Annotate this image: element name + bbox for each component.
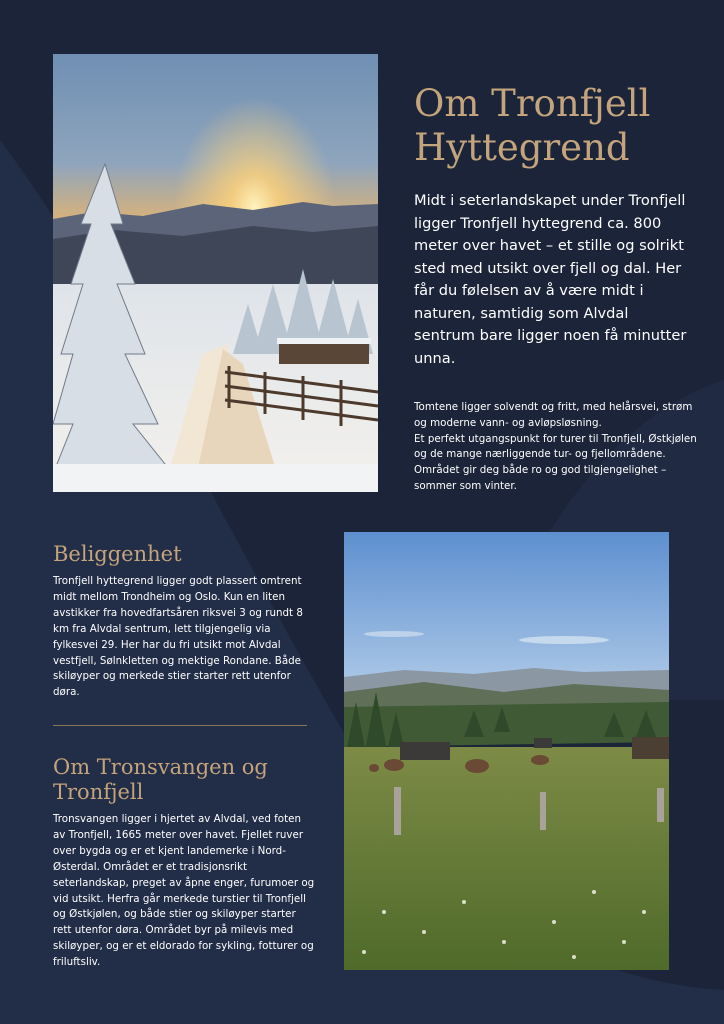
intro-paragraph: Midt i seterlandskapet under Tronfjell ligger Tronfjell hyttegrend ca. 800 meter over havet – et stille og solrikt sted med utsikt over fjell og dal. Her får du følelsen av å være midt i naturen, samtidig som Alvdal sentrum bare ligger noen få minutter unna. [414, 192, 687, 367]
location-heading: Beliggenhet [53, 542, 182, 566]
tronsvangen-paragraph: Tronsvangen ligger i hjertet av Alvdal, ved foten av Tronfjell, 1665 meter over havet. Fjellet ruver over bygda og er et kjent landemerke i Nord-Østerdal. Området er et tradisjonsrikt seterlandskap, preget av åpne enger, furumoer og vid utsikt. Herfra går merkede turstier til Tronfjell og Østkjølen, og både stier og skiløyper starter rett utenfor døra. Området byr på milevis med skiløyper, og er et eldorado for sykling, fotturer og friluftsliv. [53, 813, 315, 969]
details-line-2: Et perfekt utgangspunkt for turer til Tronfjell, Østkjølen og de mange nærliggende tur- og fjellområdene. Området gir deg både ro og god tilgjengelighet – sommer som vinter. [414, 432, 697, 492]
winter-sunset-photo [53, 54, 378, 492]
details-paragraph [414, 400, 704, 495]
details-line-1: Tomtene ligger solvendt og fritt, med helårsvei, strøm og moderne vann- og avløpsløsning. [414, 401, 693, 429]
page-title: Om Tronfjell Hyttegrend [414, 82, 651, 169]
section-divider [53, 725, 307, 726]
tronsvangen-heading: Om Tronsvangen og Tronfjell [53, 755, 268, 804]
location-paragraph: Tronfjell hyttegrend ligger godt plassert omtrent midt mellom Trondheim og Oslo. Kun en liten avstikker fra hovedfartsåren riksvei 3 og rundt 8 km fra Alvdal sentrum, lett tilgjengelig via fylkesvei 29. Her har du fri utsikt mot Alvdal vestfjell, Sølnkletten og mektige Rondane. Både skiløyper og merkede stier starter rett utenfor døra. [53, 575, 303, 699]
summer-pasture-photo [344, 532, 669, 970]
